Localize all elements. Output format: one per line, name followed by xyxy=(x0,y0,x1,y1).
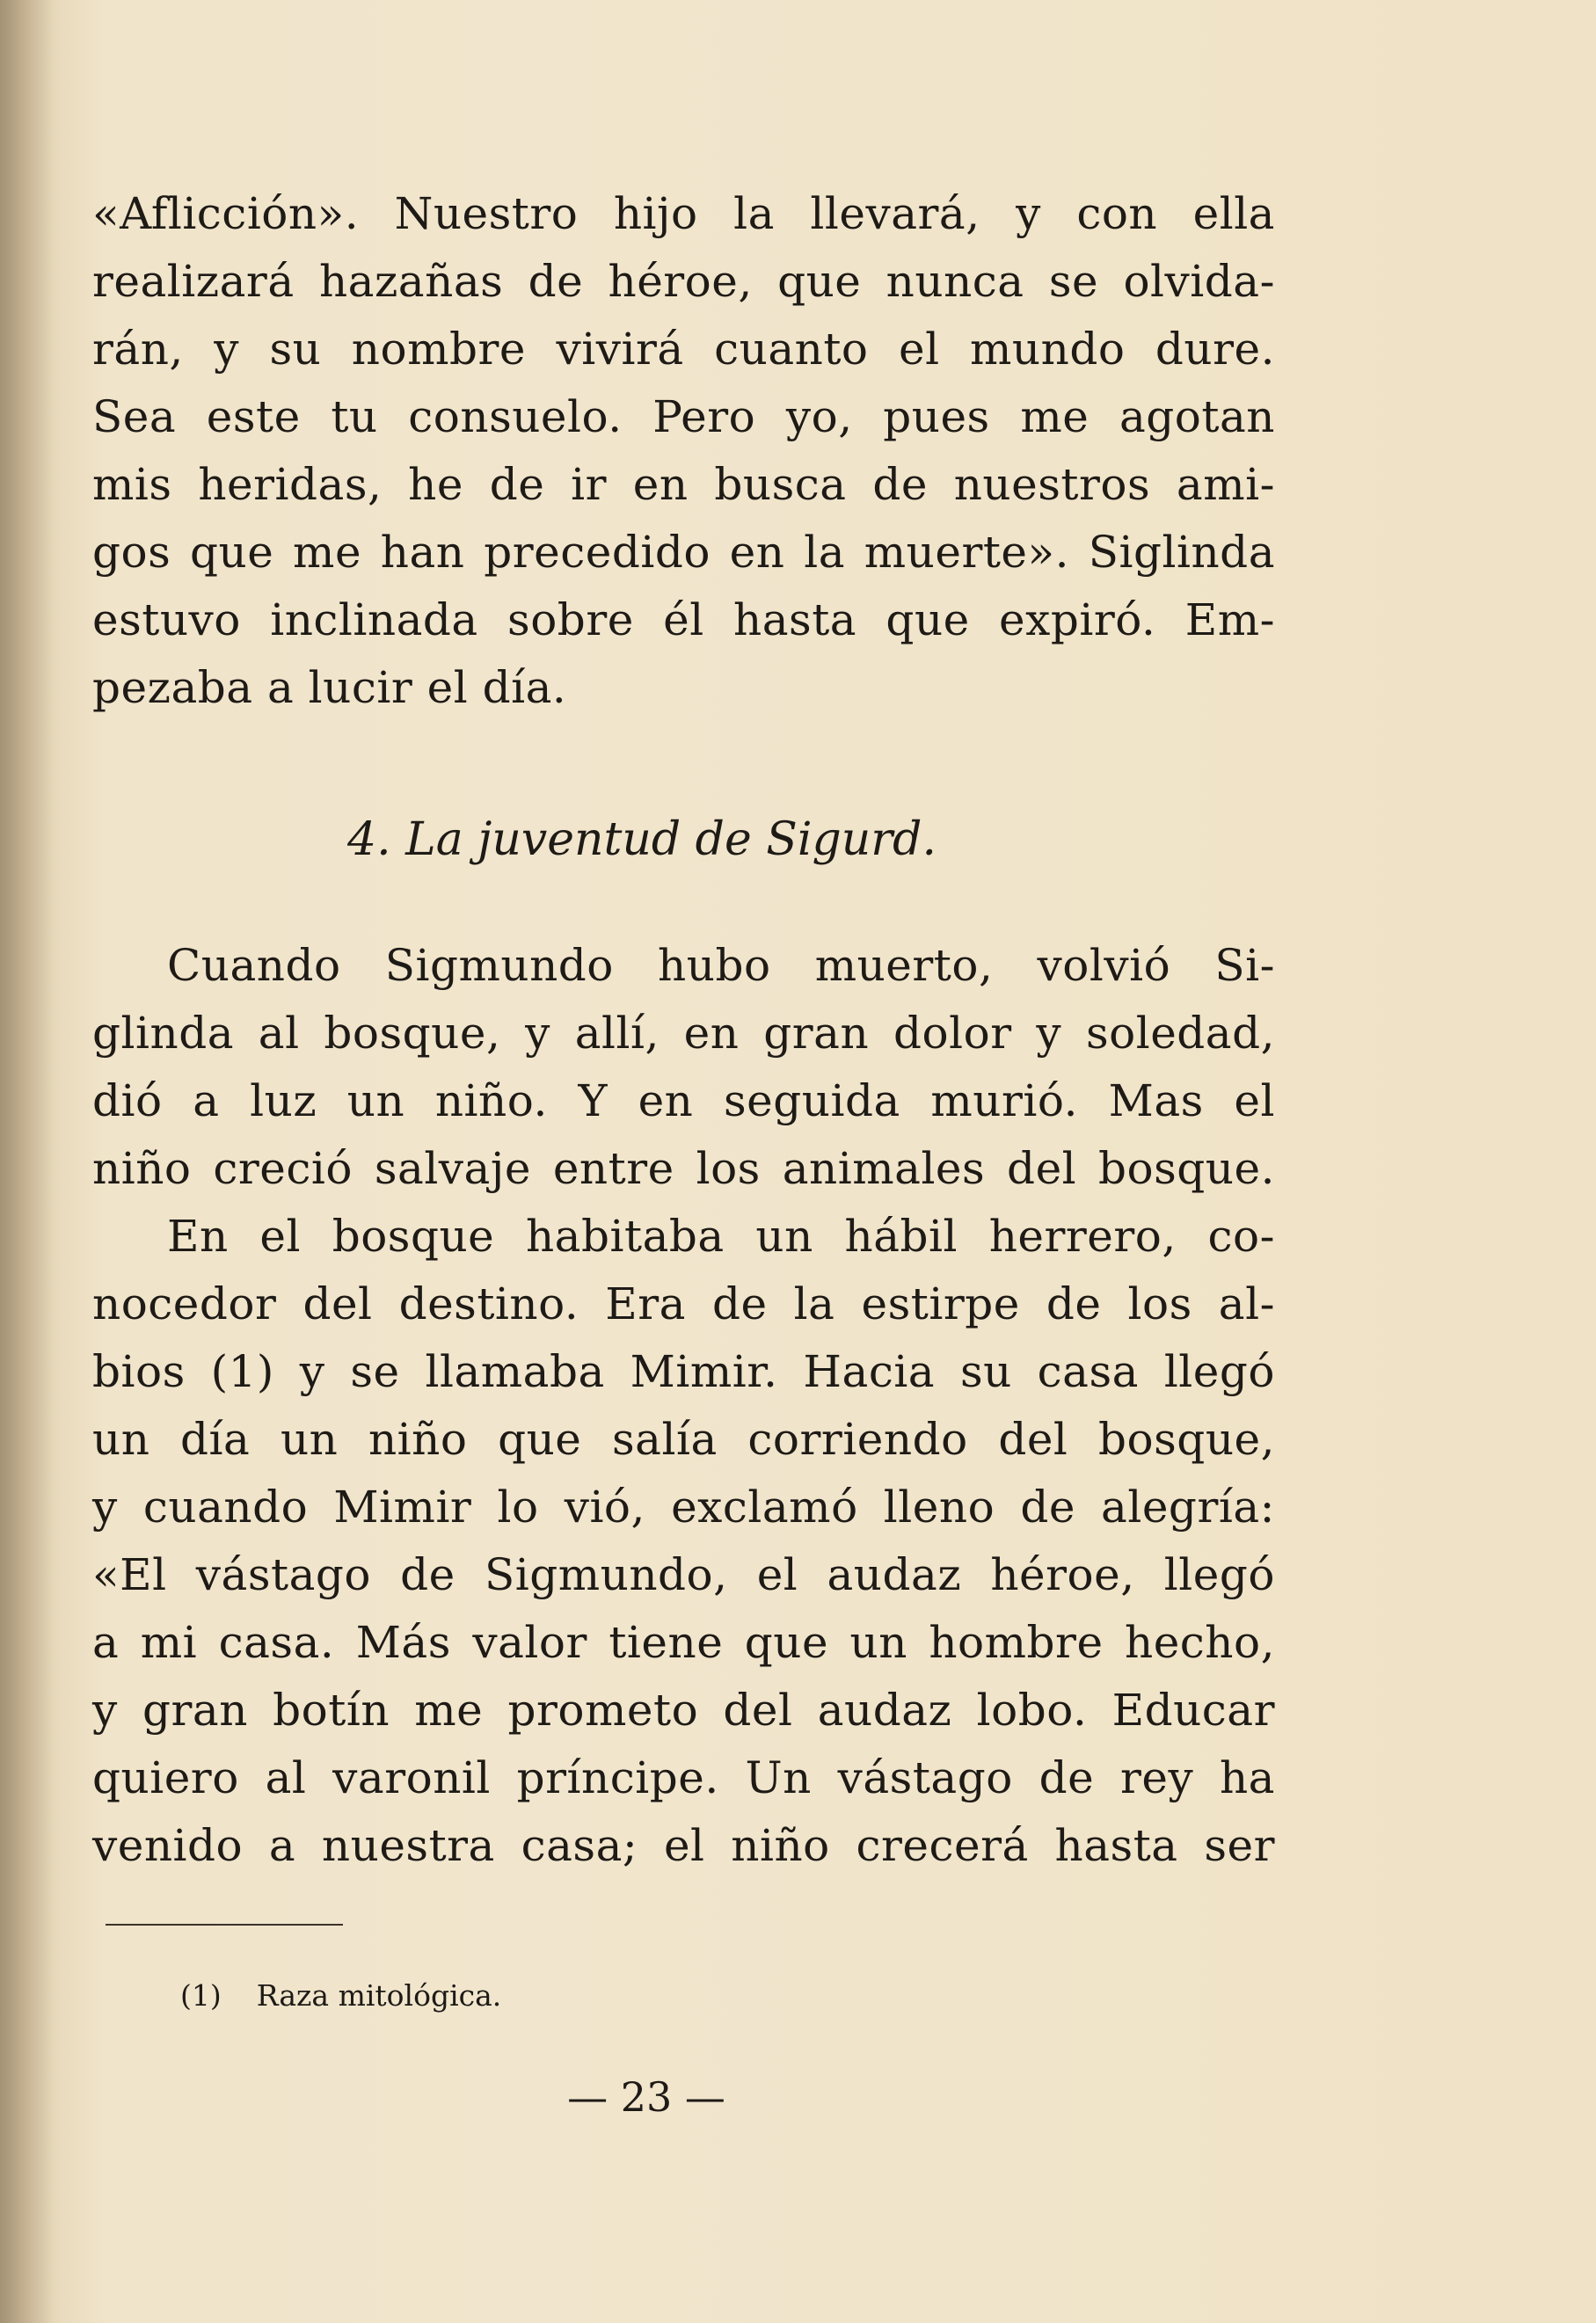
footnote-text: Raza mitológica. xyxy=(256,1978,502,2013)
text-line: «Aflicción». Nuestro hijo la llevará, y con ella xyxy=(92,188,1275,239)
paragraph-2 xyxy=(92,932,1275,1203)
text-line: mis heridas, he de ir en busca de nuestros ami- xyxy=(92,459,1275,510)
footnote-marker: (1) xyxy=(180,1978,222,2013)
text-line: En el bosque habitaba un hábil herrero, co- xyxy=(167,1211,1275,1262)
paragraph-1 xyxy=(92,180,1275,722)
text-line: bios (1) y se llamaba Mimir. Hacia su casa llegó xyxy=(92,1346,1275,1397)
text-line: glinda al bosque, y allí, en gran dolor y soledad, xyxy=(92,1008,1275,1059)
text-line: a mi casa. Más valor tiene que un hombre hecho, xyxy=(92,1617,1275,1668)
text-line: nocedor del destino. Era de la estirpe de los al- xyxy=(92,1278,1275,1329)
text-line: Sea este tu consuelo. Pero yo, pues me agotan xyxy=(92,391,1275,442)
text-line: estuvo inclinada sobre él hasta que expiró. Em- xyxy=(92,594,1275,645)
footnote xyxy=(180,1974,501,2018)
text-line: realizará hazañas de héroe, que nunca se olvida- xyxy=(92,256,1275,307)
text-line: y cuando Mimir lo vió, exclamó lleno de alegría: xyxy=(92,1482,1275,1533)
text-line: dió a luz un niño. Y en seguida murió. Mas el xyxy=(92,1075,1275,1126)
section-heading: 4. La juventud de Sigurd. xyxy=(347,813,936,866)
text-line: quiero al varonil príncipe. Un vástago de rey ha xyxy=(92,1752,1275,1803)
text-line: niño creció salvaje entre los animales del bosque. xyxy=(92,1143,1275,1194)
paragraph-3 xyxy=(92,1203,1275,1880)
footnote-rule xyxy=(106,1924,343,1926)
page-number: — 23 — xyxy=(567,2073,725,2121)
text-line: venido a nuestra casa; el niño crecerá hasta ser xyxy=(92,1820,1275,1871)
text-line: y gran botín me prometo del audaz lobo. Educar xyxy=(92,1685,1275,1736)
gutter-shadow xyxy=(0,0,53,2323)
text-line: gos que me han precedido en la muerte». Siglinda xyxy=(92,527,1275,578)
text-line: pezaba a lucir el día. xyxy=(92,662,567,713)
text-line: rán, y su nombre vivirá cuanto el mundo dure. xyxy=(92,324,1275,375)
text-line: «El vástago de Sigmundo, el audaz héroe, llegó xyxy=(92,1549,1275,1600)
text-line: Cuando Sigmundo hubo muerto, volvió Si- xyxy=(167,940,1275,991)
text-line: un día un niño que salía corriendo del bosque, xyxy=(92,1414,1275,1465)
